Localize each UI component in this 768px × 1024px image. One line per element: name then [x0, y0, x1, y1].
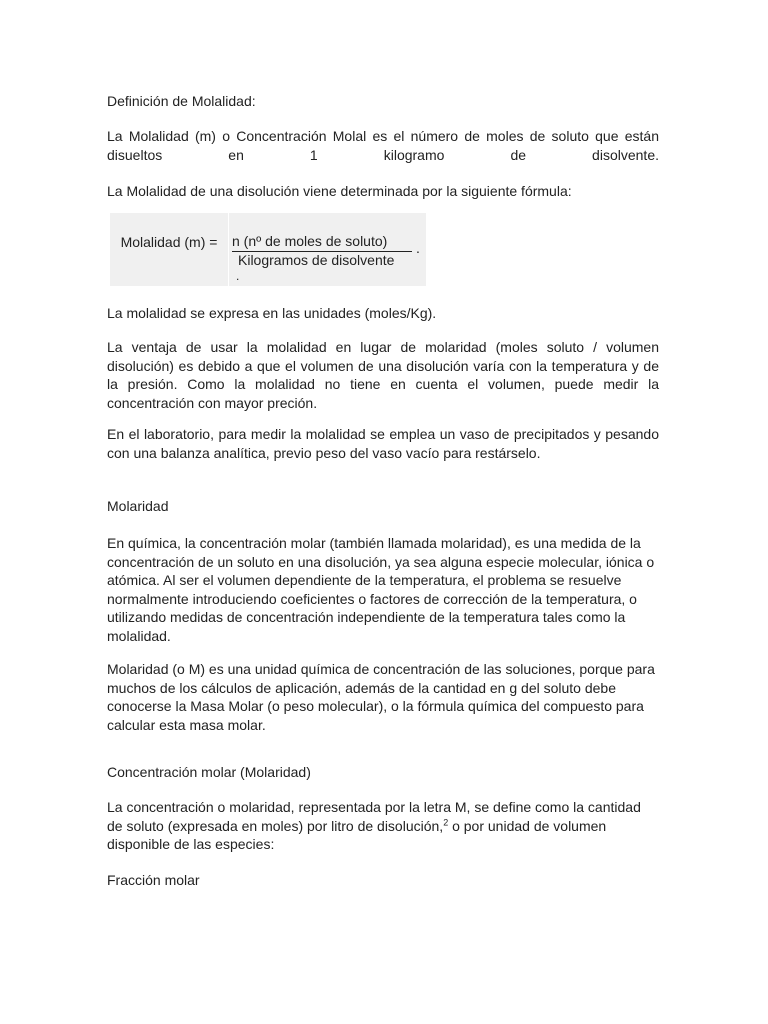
concentracion-text-b: o por unidad de volumen disponible de las especies: [107, 817, 607, 852]
concentracion-text-a: La concentración o molaridad, representada por la letra M, se define como la cantidad de soluto (expresada en moles) por litro de disolución, [107, 799, 641, 834]
paragraph-laboratorio: En el laboratorio, para medir la molalidad se emplea un vaso de precipitados y pesando con una balanza analítica, previo peso del vaso vacío para restárselo. [107, 426, 659, 461]
paragraph-unidad-quimica: Molaridad (o M) es una unidad química de concentración de las soluciones, porque para muchos de los cálculos de aplicación, además de la cantidad en g del soluto debe conocerse la Masa Molar (o peso molecular), o la fórmula química del compuesto para calcular esta masa molar. [107, 661, 655, 733]
document-page [107, 0, 659, 1024]
heading-definicion-molalidad: Definición de Molalidad: [107, 93, 256, 109]
formula-denominator: Kilogramos de disolvente [238, 252, 395, 268]
paragraph-ventaja: La ventaja de usar la molalidad en lugar de molaridad (moles soluto / volumen disolución) es debido a que el volumen de una disolución varía con la temperatura y de la presión. Como la molalidad no tiene en cuenta el volumen, puede medir la concentración con mayor preción. [107, 339, 659, 411]
heading-molaridad: Molaridad [107, 498, 169, 514]
formula-numerator: n (nº de moles de soluto) [232, 233, 388, 249]
formula-dot-below: . [236, 269, 240, 283]
heading-concentracion-molar: Concentración molar (Molaridad) [107, 764, 311, 780]
paragraph-formula-intro: La Molalidad de una disolución viene determinada por la siguiente fórmula: [107, 183, 572, 199]
paragraph-concentracion [107, 798, 659, 854]
formula-dot-right: . [416, 240, 420, 256]
formula-label-cell [110, 213, 229, 286]
footnote-ref-2[interactable]: 2 [443, 816, 449, 827]
molality-formula-box [110, 213, 426, 286]
formula-label: Molalidad (m) = [120, 234, 218, 250]
paragraph-definicion: La Molalidad (m) o Concentración Molal es el número de moles de soluto que están disueltos en 1 kilogramo de disolvente. [107, 128, 659, 163]
paragraph-unidades: La molalidad se expresa en las unidades (moles/Kg). [107, 305, 437, 321]
paragraph-quimica: En química, la concentración molar (también llamada molaridad), es una medida de la concentración de un soluto en una disolución, ya sea alguna especie molecular, iónica o atómica. Al ser el volumen dependiente de la temperatura, el problema se resuelve normalmente introduciendo coeficientes o factores de corrección de la temperatura, o utilizando medidas de concentración independiente de la temperatura tales como la molalidad. [107, 535, 655, 644]
heading-fraccion-molar: Fracción molar [107, 872, 200, 888]
